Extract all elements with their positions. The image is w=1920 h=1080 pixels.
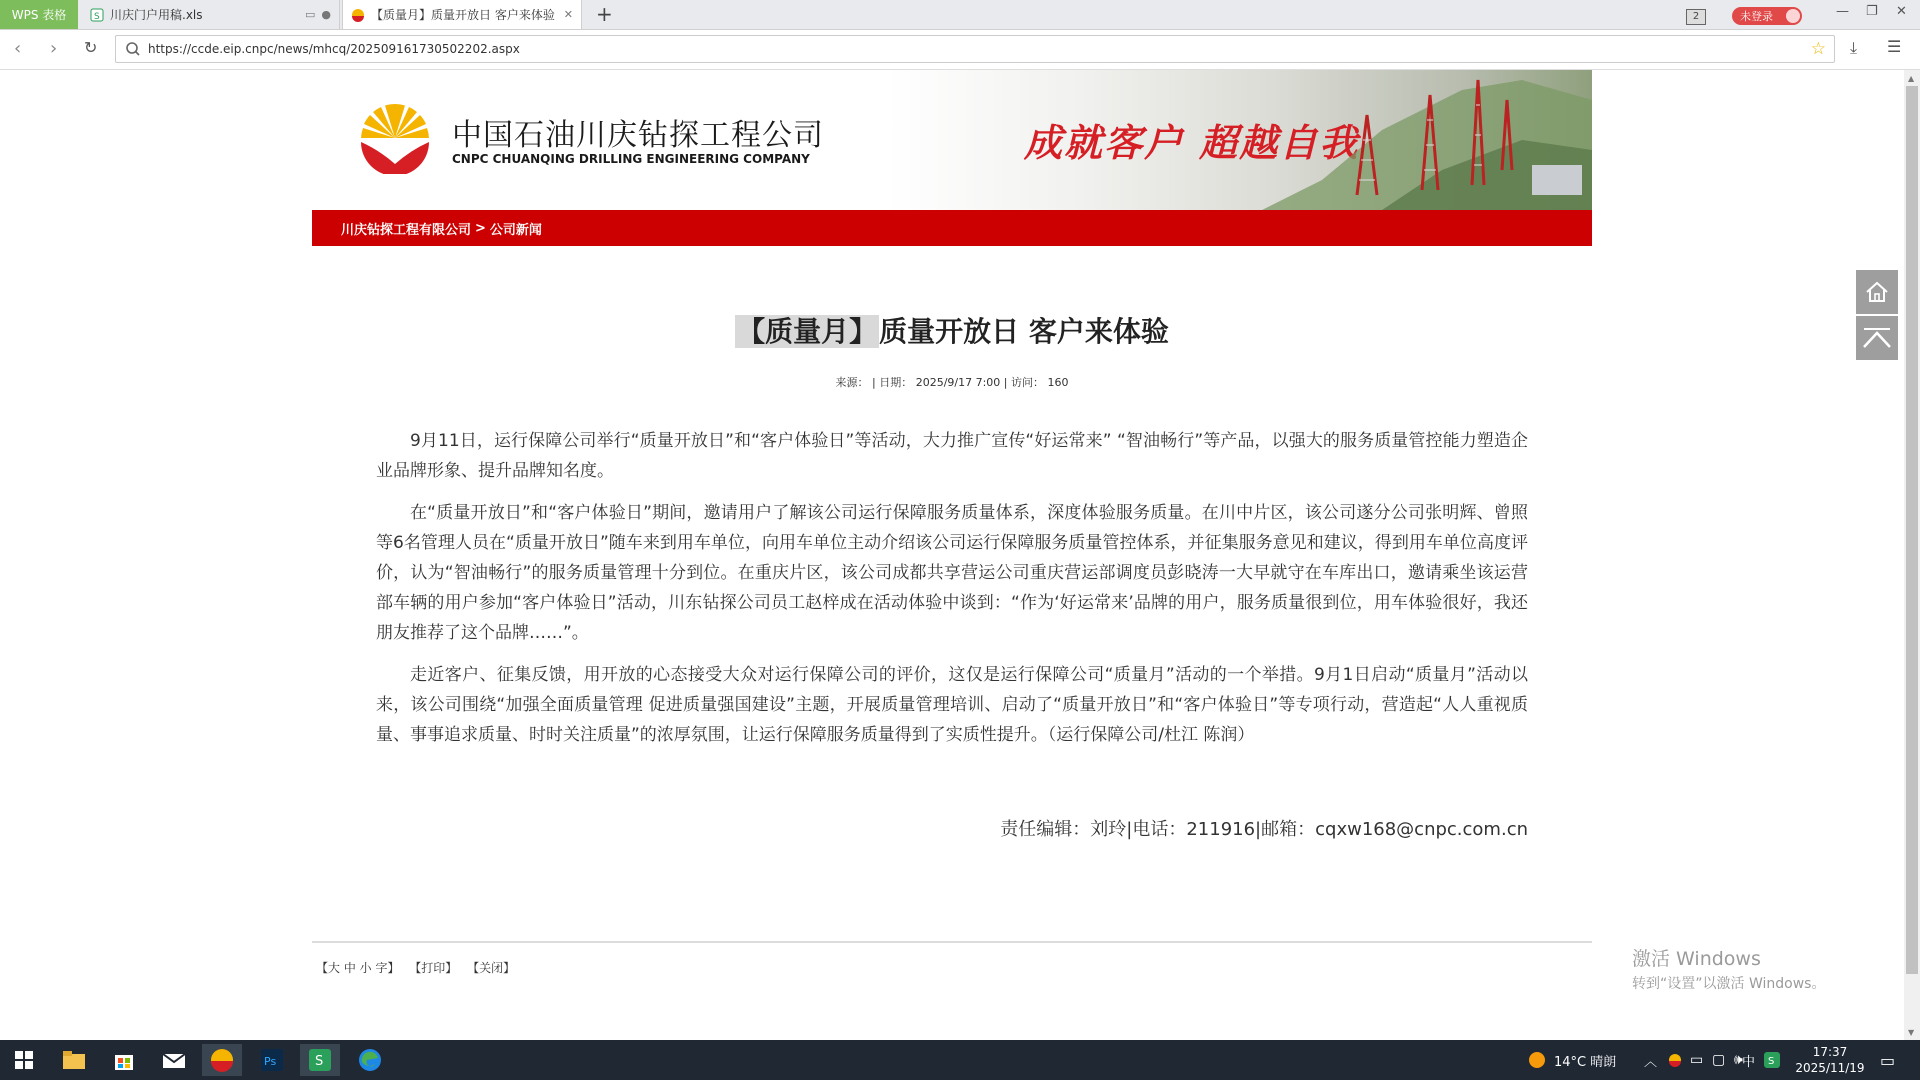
cnpc-logo-icon [359,102,431,174]
tab-label: 川庆门户用稿.xls [110,8,203,22]
file-explorer-icon[interactable] [54,1044,94,1076]
cnpc-favicon-icon [351,8,365,22]
tab-article[interactable] [342,0,582,29]
scroll-down-icon[interactable]: ▼ [1908,1028,1915,1037]
taskbar [0,1040,1920,1080]
spreadsheet-icon [90,8,104,22]
company-name-cn: 中国石油川庆钻探工程公司 [452,118,824,153]
svg-text:S: S [1768,1056,1775,1067]
login-label: 未登录 [1740,10,1773,23]
tray-cnpc-icon[interactable] [1668,1040,1682,1080]
ime-label: 中 [1742,1054,1756,1070]
download-icon[interactable]: ⤓ [1850,38,1858,57]
article-tools [312,959,1592,976]
svg-text:Ps: Ps [264,1055,277,1068]
display-icon[interactable]: ▢ [1712,1052,1726,1068]
divider [312,941,1592,943]
tab-label: 【质量月】质量开放日 客户来体验 [371,8,555,22]
login-button[interactable] [1732,7,1802,25]
article-title [312,310,1592,350]
tray-chevron-icon[interactable]: ︿ [1644,1054,1658,1070]
paragraph: 走近客户、征集反馈，用开放的心态接受大众对运行保障公司的评价，这仅是运行保障公司“质量月”活动的一个举措。9月1日启动“质量月”活动以来，该公司围绕“加强全面质量管理 促进质量强国建设”主题，开展质量管理培训、启动了“质量开放日”和“客户体验日”等专项行动，营造起“人人重视质量、事事追求质量、时时关注质量”的浓厚氛围，让运行保障服务质量得到了实质性提升。（运行保障公司/杜江 陈润） [376,665,1528,745]
paragraph: 在“质量开放日”和“客户体验日”期间，邀请用户了解该公司运行保障服务质量体系，深度体验服务质量。在川中片区，该公司遂分公司张明辉、曾照等6名管理人员在“质量开放日”随车来到用车单位，向用车单位主动介绍该公司运行保障服务质量管控体系，并征集服务意见和建议，得到用车单位高度评价，认为“智油畅行”的服务质量管理十分到位。在重庆片区，该公司成都共享营运公司重庆营运部调度员彭晓涛一大早就守在车库出口，邀请乘坐该运营部车辆的用户参加“客户体验日”活动，川东钻探公司员工赵梓成在活动体验中谈到：“作为‘好运常来’品牌的用户，服务质量很到位，用车体验很好，我还朋友推荐了这个品牌……”。 [376,503,1528,643]
edge-icon[interactable] [350,1044,390,1076]
title-main: 质量开放日 客户来体验 [879,315,1169,348]
svg-text:S: S [94,11,100,22]
watermark-line1: 激活 Windows [1632,948,1761,970]
notification-icon[interactable]: ▭ [1880,1050,1896,1070]
forward-icon[interactable]: › [50,38,58,59]
weather-sun-icon [1528,1051,1546,1069]
scroll-up-icon[interactable]: ▲ [1908,74,1915,83]
tab-count-badge[interactable]: 2 [1686,9,1706,25]
article-meta: 来源： | 日期： 2025/9/17 7:00 | 访问： 160 [835,376,1069,389]
tab-xls[interactable] [82,0,340,29]
url-text: https://ccde.eip.cnpc/news/mhcq/20250916173050​2202.aspx [148,42,520,56]
volume-icon[interactable]: 🕪 [1734,1052,1743,1068]
ime-indicator[interactable] [1742,1040,1755,1080]
breadcrumb-separator: > [475,220,486,236]
breadcrumb-home-link[interactable]: 川庆钻探工程有限公司 [341,222,472,238]
back-to-top-icon[interactable] [1856,316,1898,360]
title-tag: 【质量月】 [737,315,878,348]
weather-widget[interactable] [1528,1040,1616,1080]
clock-time: 17:37 [1812,1045,1848,1059]
article-body [376,426,1528,750]
close-window-icon[interactable]: ✕ [1896,4,1907,19]
close-link[interactable]: 【关闭】 [467,961,516,975]
cnpc-app-icon[interactable] [202,1044,242,1076]
start-icon[interactable] [4,1044,44,1076]
home-icon[interactable] [1856,270,1898,314]
new-tab-button[interactable]: + [596,2,613,26]
site-banner [312,70,1592,210]
photoshop-icon[interactable] [252,1044,292,1076]
font-size-link[interactable]: 【大 中 小 字】 [316,961,400,975]
pin-icon[interactable]: ▭ [304,8,316,21]
search-icon [125,41,141,57]
clock-date: 2025/11/19 [1795,1061,1865,1075]
paragraph: 9月11日，运行保障公司举行“质量开放日”和“客户体验日”等活动，大力推广宣传“好运常来” “智油畅行”等产品，以强大的服务质量管控能力塑造企业品牌形象、提升品牌知名度。 [376,431,1528,481]
url-input[interactable] [115,35,1835,63]
reload-icon[interactable]: ↻ [84,38,98,57]
breadcrumb-current-link[interactable]: 公司新闻 [489,222,542,238]
back-icon[interactable]: ‹ [14,38,22,59]
wps-home-tab[interactable]: WPS 表格 [0,0,78,29]
close-tab-icon[interactable]: ✕ [563,8,573,21]
system-clock[interactable] [1790,1044,1870,1076]
scrollbar-thumb[interactable] [1906,86,1918,974]
store-icon[interactable] [104,1044,144,1076]
mail-icon[interactable] [154,1044,194,1076]
company-name-en: CNPC CHUANQING DRILLING ENGINEERING COMPANY [452,152,810,166]
network-icon[interactable]: ▭ [1690,1052,1704,1068]
drilling-rig-image [1262,70,1592,210]
page-content [312,70,1592,976]
dot-icon: ● [321,8,331,21]
minimize-icon[interactable]: — [1836,4,1849,19]
avatar-icon [1786,9,1800,23]
weather-text: 14°C 晴朗 [1554,1054,1617,1070]
watermark-line2: 转到“设置”以激活 Windows。 [1632,976,1826,992]
restore-icon[interactable]: ❐ [1866,4,1878,19]
favorite-star-icon[interactable]: ☆ [1810,39,1826,59]
slogan: 成就客户 超越自我 [1024,120,1360,165]
editor-info: 责任编辑：刘玲|电话：211916|邮箱：cqxw168@cnpc.com.cn [1000,819,1528,840]
activation-watermark [1632,944,1825,993]
wps-tray-icon[interactable] [1764,1040,1780,1080]
menu-icon[interactable]: ☰ [1887,37,1902,56]
browser-tab-strip [0,0,1920,30]
wps-spreadsheet-icon[interactable] [300,1044,340,1076]
print-link[interactable]: 【打印】 [409,961,458,975]
breadcrumb [312,210,1592,246]
address-bar [0,30,1920,70]
svg-text:S: S [315,1054,324,1069]
